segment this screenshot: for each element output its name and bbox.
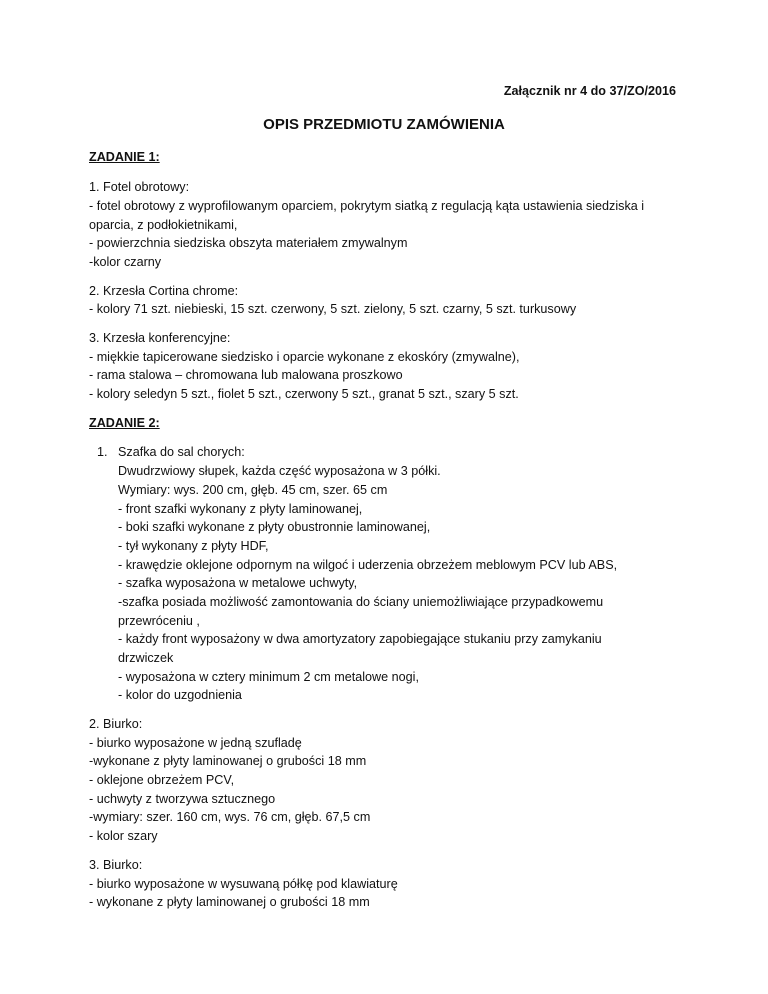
task1-item1-line: - powierzchnia siedziska obszyta materiałem zmywalnym bbox=[89, 236, 408, 250]
task2-item1-line: -szafka posiada możliwość zamontowania do ściany uniemożliwiające przypadkowemu bbox=[118, 595, 604, 609]
task2-item1-line: - krawędzie oklejone odpornym na wilgoć i uderzenia obrzeżem meblowym PCV lub ABS, bbox=[118, 558, 618, 572]
task2-item1-line: Szafka do sal chorych: bbox=[118, 445, 245, 459]
task2-item2-line: - uchwyty z tworzywa sztucznego bbox=[89, 792, 276, 806]
attachment-reference: Załącznik nr 4 do 37/ZO/2016 bbox=[503, 84, 676, 98]
task2-item2-line: - oklejone obrzeżem PCV, bbox=[89, 773, 235, 787]
task2-item1-line: - wyposażona w cztery minimum 2 cm metalowe nogi, bbox=[118, 670, 419, 684]
task2-item2-line: - kolor szary bbox=[89, 829, 158, 843]
task2-item3-line: - wykonane z płyty laminowanej o grubości 18 mm bbox=[89, 895, 370, 909]
task1-item1-line: -kolor czarny bbox=[89, 255, 162, 269]
task2-item1-line: przewróceniu , bbox=[118, 614, 200, 628]
task1-item1-line: 1. Fotel obrotowy: bbox=[89, 180, 190, 194]
task2-item2-line: -wykonane z płyty laminowanej o grubości 18 mm bbox=[89, 754, 367, 768]
task2-item3-line: - biurko wyposażone w wysuwaną półkę pod klawiaturę bbox=[89, 877, 398, 891]
task2-item1-line: drzwiczek bbox=[118, 651, 174, 665]
task1-item2-line: - kolory 71 szt. niebieski, 15 szt. czerwony, 5 szt. zielony, 5 szt. czarny, 5 szt. turkusowy bbox=[89, 302, 577, 316]
task1-item1-line: oparcia, z podłokietnikami, bbox=[89, 218, 238, 232]
task2-item1-line: - każdy front wyposażony w dwa amortyzatory zapobiegające stukaniu przy zamykaniu bbox=[118, 632, 602, 646]
task2-item1-line: Wymiary: wys. 200 cm, głęb. 45 cm, szer. 65 cm bbox=[118, 483, 388, 497]
document-title: OPIS PRZEDMIOTU ZAMÓWIENIA bbox=[263, 116, 505, 133]
task2-item2-line: -wymiary: szer. 160 cm, wys. 76 cm, głęb. 67,5 cm bbox=[89, 810, 371, 824]
task2-item1-line: - tył wykonany z płyty HDF, bbox=[118, 539, 269, 553]
task2-item1-line: - kolor do uzgodnienia bbox=[118, 688, 242, 702]
task2-item1-line: - boki szafki wykonane z płyty obustronnie laminowanej, bbox=[118, 520, 431, 534]
task2-item1-line: - szafka wyposażona w metalowe uchwyty, bbox=[118, 576, 358, 590]
task1-item3-line: - kolory seledyn 5 szt., fiolet 5 szt., czerwony 5 szt., granat 5 szt., szary 5 szt. bbox=[89, 387, 519, 401]
task2-item2-line: - biurko wyposażone w jedną szufladę bbox=[89, 736, 302, 750]
task1-item2-line: 2. Krzesła Cortina chrome: bbox=[89, 284, 239, 298]
task2-item1-line: Dwudrzwiowy słupek, każda część wyposażona w 3 półki. bbox=[118, 464, 441, 478]
task1-item3-line: 3. Krzesła konferencyjne: bbox=[89, 331, 231, 345]
task2-item2-line: 2. Biurko: bbox=[89, 717, 143, 731]
task1-item3-line: - miękkie tapicerowane siedzisko i oparcie wykonane z ekoskóry (zmywalne), bbox=[89, 350, 520, 364]
task2-item1-line: - front szafki wykonany z płyty laminowanej, bbox=[118, 502, 363, 516]
task1-item3-line: - rama stalowa – chromowana lub malowana proszkowo bbox=[89, 368, 403, 382]
task1-item1-line: - fotel obrotowy z wyprofilowanym oparciem, pokrytym siatką z regulacją kąta ustawienia siedziska i bbox=[89, 199, 645, 213]
task2-item3-line: 3. Biurko: bbox=[89, 858, 143, 872]
task2-item1-number: 1. bbox=[97, 445, 108, 459]
task2-heading: ZADANIE 2: bbox=[89, 416, 160, 430]
task1-heading: ZADANIE 1: bbox=[89, 150, 160, 164]
